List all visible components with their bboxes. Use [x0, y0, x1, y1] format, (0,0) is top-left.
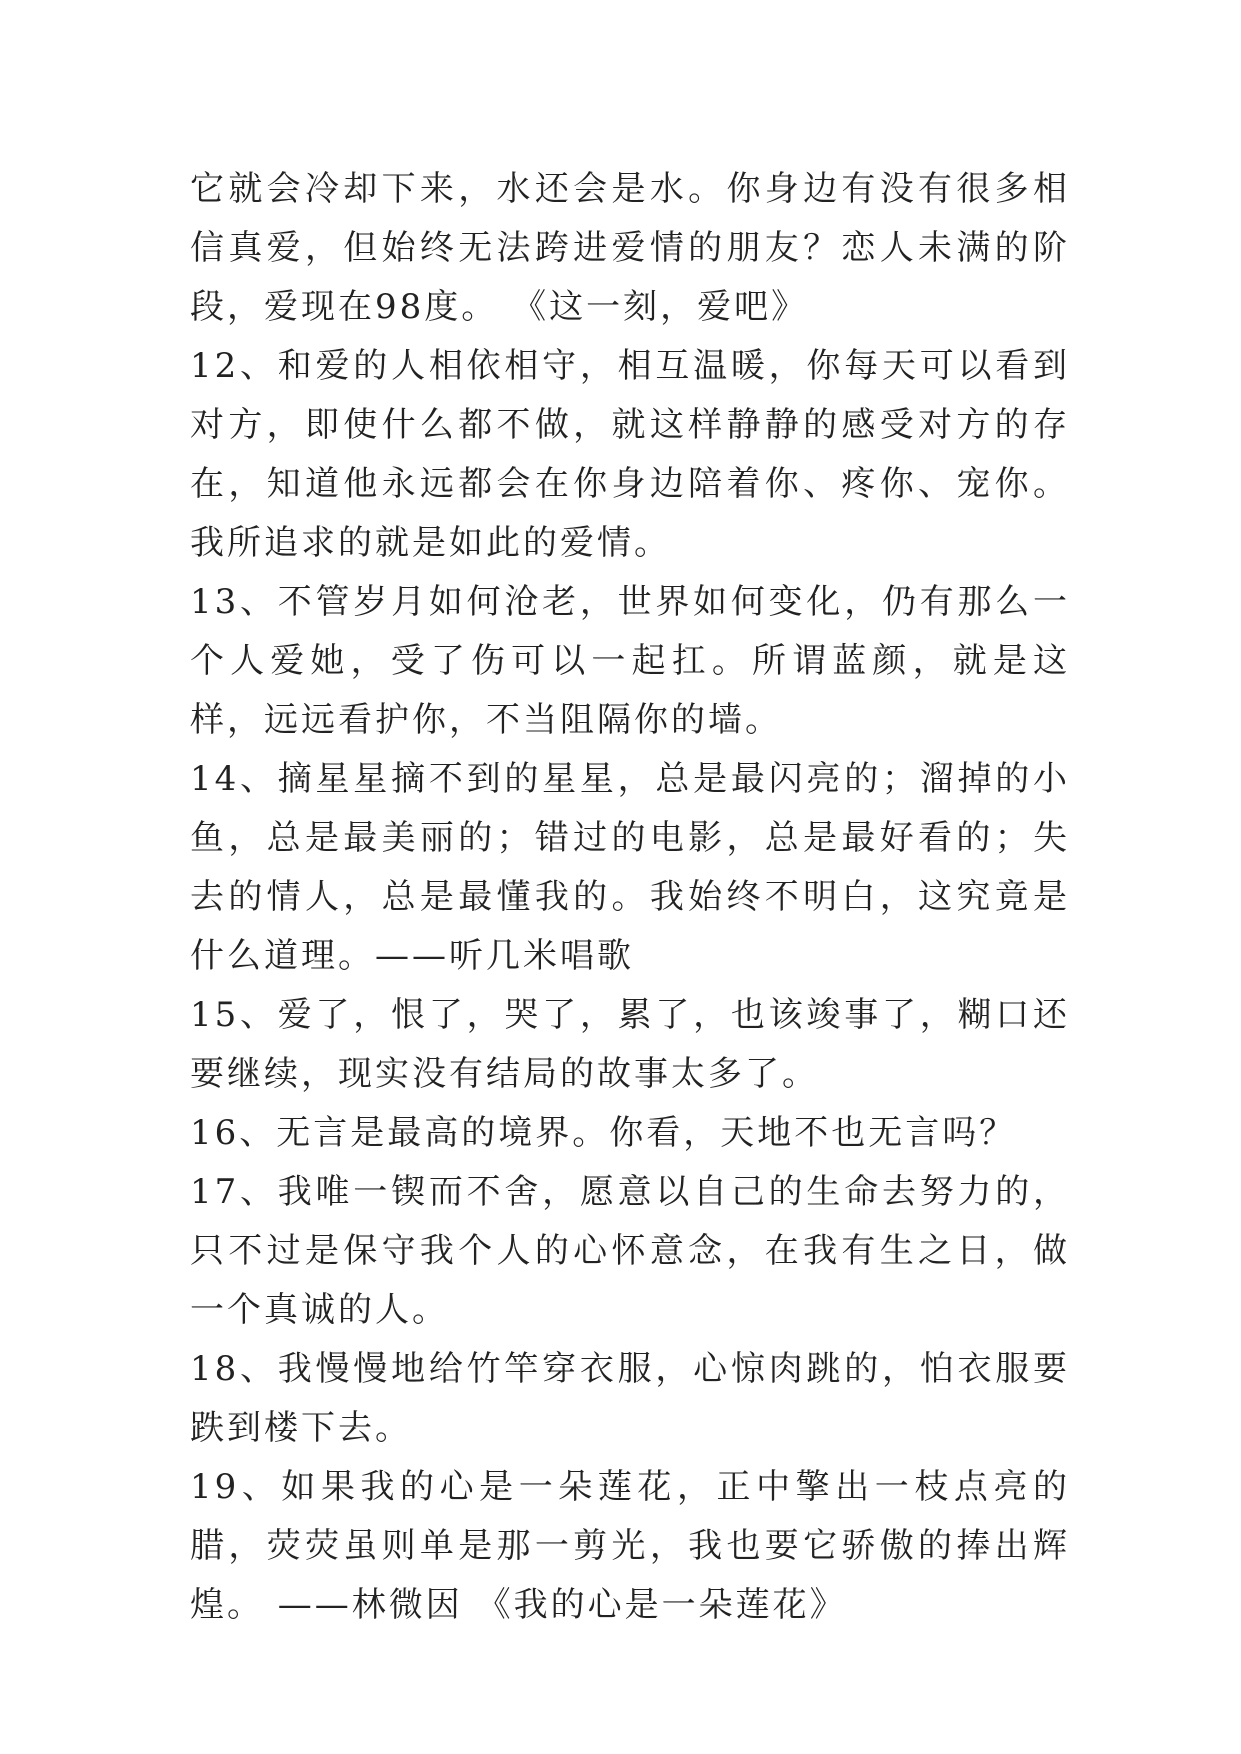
paragraph-12: 12、和爱的人相依相守，相互温暖，你每天可以看到对方，即使什么都不做，就这样静静的感受对方的存在，知道他永远都会在你身边陪着你、疼你、宠你。我所追求的就是如此的爱情。 [190, 346, 1070, 563]
paragraph-18: 18、我慢慢地给竹竿穿衣服，心惊肉跳的，怕衣服要跌到楼下去。 [190, 1349, 1070, 1448]
paragraph-19: 19、如果我的心是一朵莲花，正中擎出一枝点亮的腊，荧荧虽则单是那一剪光，我也要它骄傲的捧出辉煌。 ——林微因 《我的心是一朵莲花》 [190, 1467, 1070, 1625]
paragraph-13: 13、不管岁月如何沧老，世界如何变化，仍有那么一个人爱她，受了伤可以一起扛。所谓蓝颜，就是这样，远远看护你，不当阻隔你的墙。 [190, 582, 1070, 740]
paragraph-14: 14、摘星星摘不到的星星，总是最闪亮的；溜掉的小鱼，总是最美丽的；错过的电影，总是最好看的；失去的情人，总是最懂我的。我始终不明白，这究竟是什么道理。——听几米唱歌 [190, 759, 1070, 976]
document-body [190, 160, 1070, 1635]
paragraph-15: 15、爱了，恨了，哭了，累了，也该竣事了，糊口还要继续，现实没有结局的故事太多了。 [190, 995, 1070, 1094]
paragraph-continuation: 它就会冷却下来，水还会是水。你身边有没有很多相信真爱，但始终无法跨进爱情的朋友？恋人未满的阶段，爱现在98度。 《这一刻，爱吧》 [190, 169, 1070, 327]
paragraph-17: 17、我唯一锲而不舍，愿意以自己的生命去努力的，只不过是保守我个人的心怀意念，在我有生之日，做一个真诚的人。 [190, 1172, 1070, 1330]
paragraph-16: 16、无言是最高的境界。你看，天地不也无言吗？ [190, 1113, 1017, 1153]
